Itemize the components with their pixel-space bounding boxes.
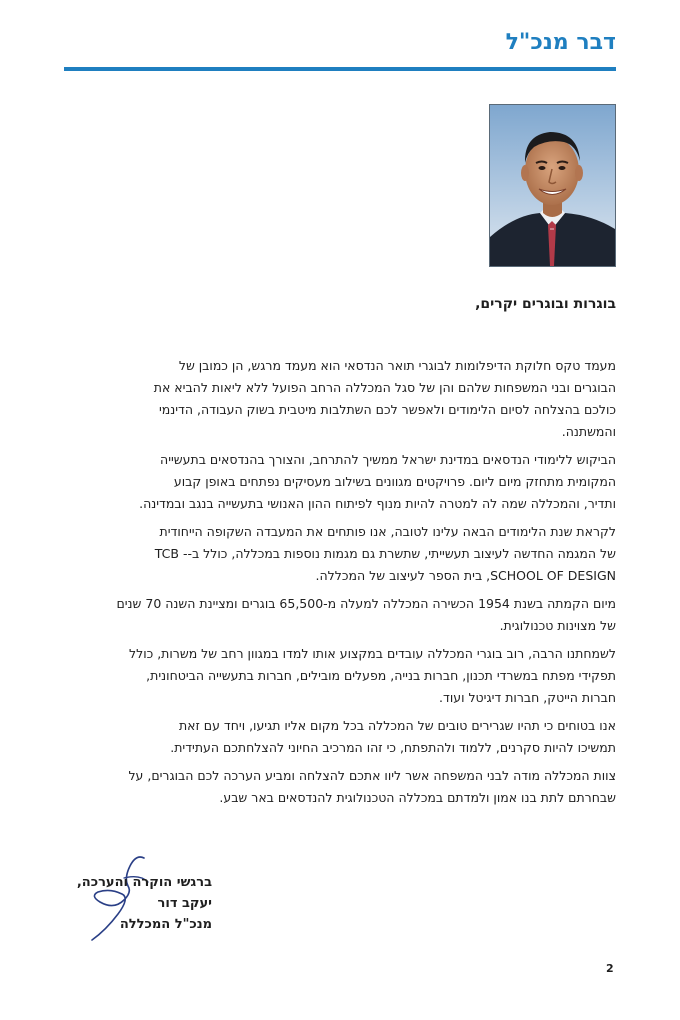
text-line: הביקוש ללימודי הנדסאים במדינת ישראל ממשיך להתרחב, והצורך בהנדסאים בתעשייה — [160, 452, 616, 467]
text-line: מעמד טקס חלוקת הדיפלומות לבוגרי תואר הנדסאי הוא מעמד מרגש, הן כמובן של — [178, 358, 616, 373]
text-line: אנו בטוחים כי תהיו שגרירים טובים של המכללה בכל מקום אליו תגיעו, ויחד עם זאת — [178, 718, 616, 733]
letter-paragraph — [64, 643, 616, 709]
letter-paragraph — [64, 355, 616, 443]
text-line: כולכם בהצלחה לסיום הלימודים ולאפשר לכם השתלבות מיטבית בשוק העבודה, הדינמי — [158, 402, 616, 417]
text-line: לקראת שנת הלימודים הבאה עלינו לטובה, אנו פותחים את המעבדה השקופה הייחודית — [159, 524, 616, 539]
text-line: המקומית מתחזק מיום ליום. פרויקטים מגוונים בשילוב מעסיקים נפתחים באופן קבוע — [173, 474, 616, 489]
portrait-photo — [489, 104, 616, 267]
letter-paragraph — [64, 765, 616, 809]
text-line: ותדיר, והמכללה שמה לה למטרה להיות מנוף לפיתוח ההון האנושי בתעשייה בנגב ובמדינה. — [139, 496, 616, 511]
letter-paragraph — [64, 521, 616, 587]
signature-block — [77, 872, 212, 935]
text-line: SCHOOL OF DESIGN, בית הספר לעיצוב של המכללה. — [315, 568, 616, 583]
signature-name: יעקב דור — [157, 896, 212, 911]
text-line: הבוגרים ובני המשפחות שלהם והן של סגל המכללה הרחב הפועל ללא ליאות להביא את — [153, 380, 616, 395]
title-divider — [64, 67, 616, 71]
signature-closing: ברגשי הוקרה והערכה, — [76, 875, 212, 890]
text-line: צוות המכללה מודה לבני המשפחה אשר ליוו אתכם להצלחה ומביע הערכה לכם הבוגרים, על — [128, 768, 616, 783]
letter-body — [64, 355, 616, 815]
text-line: לשמחתנו הרבה, רוב בוגרי המכללה עובדים במקצוע אותו למדו במגוון רחב של משרות, כולל — [129, 646, 616, 661]
text-line: של המגמה החדשה לעיצוב תעשייתי, שתשרת גם מגמות נוספות במכללה, כולל ב-- TCB — [154, 546, 616, 561]
letter-paragraph — [64, 449, 616, 515]
text-line: תפקידי מפתח במשרדי תכנון, חברות בנייה, מפעלים מובילים, חברות בתעשייה הביטחונית, — [146, 668, 616, 683]
letter-paragraph — [64, 593, 616, 637]
text-line: מיום הקמתה בשנת 1954 הכשירה המכללה למעלה מ-65,500 בוגרים ומציינת השנה 70 שנים — [116, 596, 616, 611]
page-title: דבר מנכ"ל — [505, 30, 616, 55]
text-line: תמשיכו להיות סקרנים, ללמוד ולהתפתח, כי זהו המרכיב החיוני להצלחתכם העתידית. — [170, 740, 616, 755]
text-line: חברות הייטק, חברות דיגיטל ועוד. — [439, 690, 616, 705]
letter-greeting: בוגרות ובוגרים יקרים, — [475, 296, 616, 312]
signature-role: מנכ"ל המכללה — [119, 917, 212, 932]
text-line: שבחרתם לתת בנו אמון ולמדתם במכללה הטכנולוגית להנדסאים באר שבע. — [219, 790, 616, 805]
text-line: של מצוינות טכנולוגית. — [499, 618, 616, 633]
text-line: והמשתנה. — [561, 424, 616, 439]
letter-paragraph — [64, 715, 616, 759]
page-number: 2 — [606, 962, 614, 975]
